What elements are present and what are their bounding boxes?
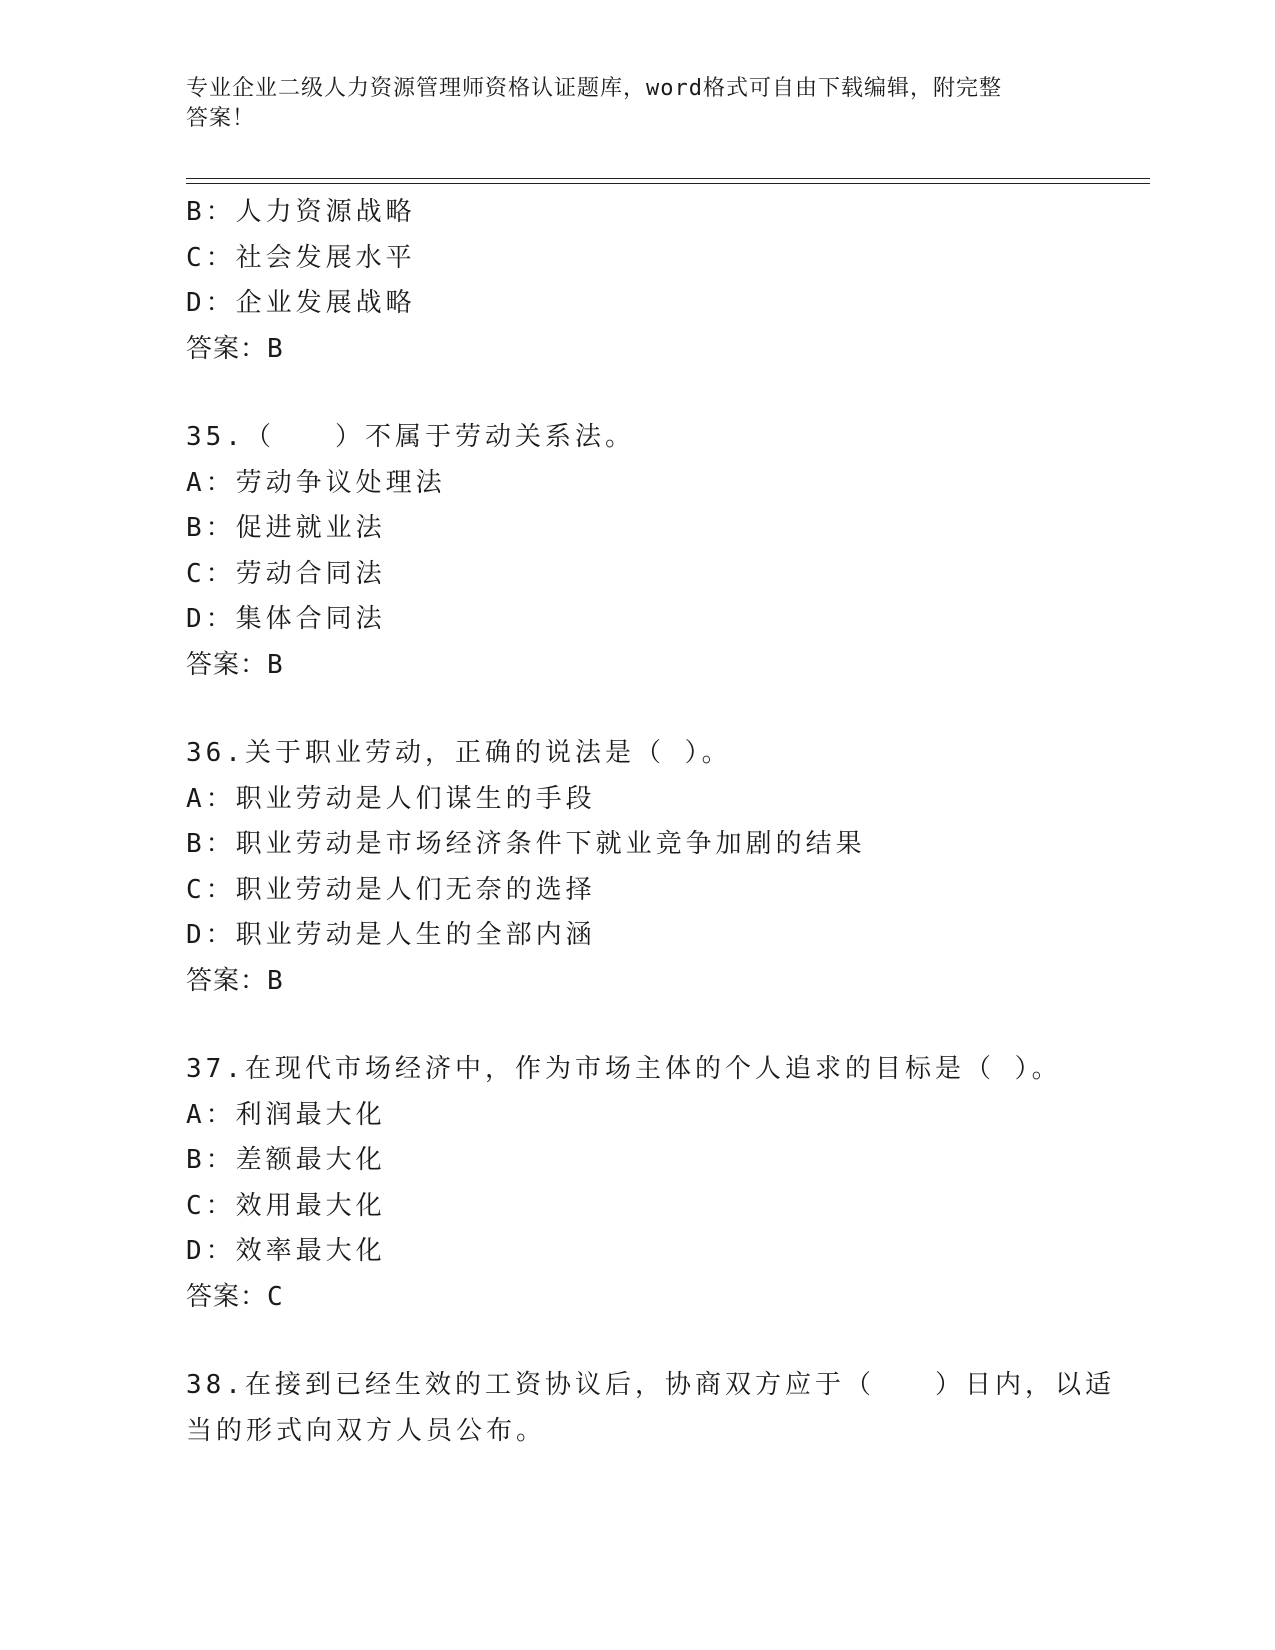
answer: 答案：B bbox=[186, 965, 284, 996]
question-38 bbox=[186, 1363, 1115, 1454]
option-b: B：促进就业法 bbox=[186, 513, 386, 543]
header-divider-bottom bbox=[186, 183, 1150, 184]
question-list bbox=[186, 190, 1115, 1454]
option-d: D：企业发展战略 bbox=[186, 288, 416, 318]
answer: 答案：B bbox=[186, 649, 284, 680]
option-b: B：人力资源战略 bbox=[186, 197, 416, 227]
question-stem: 35.（ ）不属于劳动关系法。 bbox=[186, 422, 635, 452]
option-a: A：利润最大化 bbox=[186, 1099, 386, 1130]
option-d: D：集体合同法 bbox=[186, 604, 386, 634]
question-stem-line-1: 38.在接到已经生效的工资协议后，协商双方应于（ ）日内，以适 bbox=[186, 1370, 1115, 1400]
answer: 答案：C bbox=[186, 1281, 284, 1312]
option-c: C：社会发展水平 bbox=[186, 242, 416, 273]
header-line-1: 专业企业二级人力资源管理师资格认证题库，word格式可自由下载编辑，附完整 bbox=[186, 76, 1002, 101]
option-b: B：职业劳动是市场经济条件下就业竞争加剧的结果 bbox=[186, 829, 866, 859]
question-36 bbox=[186, 731, 1086, 1004]
question-37 bbox=[186, 1047, 1086, 1320]
option-a: A：劳动争议处理法 bbox=[186, 467, 446, 498]
page-header bbox=[186, 74, 1066, 134]
question-35 bbox=[186, 415, 1086, 688]
header-line-2: 答案！ bbox=[186, 106, 256, 131]
option-c: C：职业劳动是人们无奈的选择 bbox=[186, 874, 596, 905]
answer: 答案：B bbox=[186, 333, 284, 364]
question-stem: 36.关于职业劳动，正确的说法是（ ）。 bbox=[186, 738, 732, 768]
question-34-continued bbox=[186, 190, 1086, 372]
header-divider-top bbox=[186, 178, 1150, 179]
option-c: C：效用最大化 bbox=[186, 1190, 386, 1221]
option-a: A：职业劳动是人们谋生的手段 bbox=[186, 783, 596, 814]
option-d: D：职业劳动是人生的全部内涵 bbox=[186, 920, 596, 950]
option-d: D：效率最大化 bbox=[186, 1236, 386, 1266]
question-stem: 37.在现代市场经济中，作为市场主体的个人追求的目标是（ ）。 bbox=[186, 1054, 1062, 1084]
option-b: B：差额最大化 bbox=[186, 1145, 386, 1175]
option-c: C：劳动合同法 bbox=[186, 558, 386, 589]
question-stem-line-2: 当的形式向双方人员公布。 bbox=[186, 1415, 547, 1446]
